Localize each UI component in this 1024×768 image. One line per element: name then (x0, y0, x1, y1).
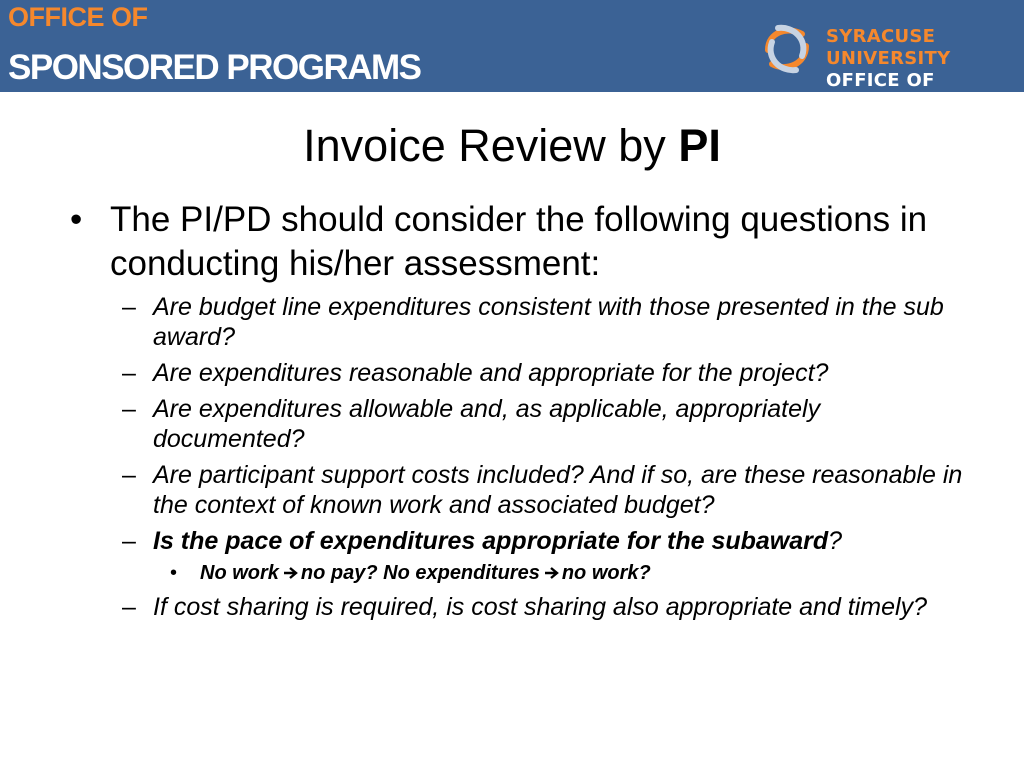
office-of-label: OFFICE OF (8, 2, 148, 32)
dash-icon: – (122, 461, 136, 489)
dash-icon: – (122, 293, 136, 321)
header-banner (0, 0, 1024, 113)
sub-item-pace (70, 526, 970, 556)
sub-item (70, 394, 970, 454)
nested-part-3: no work? (561, 562, 651, 584)
dash-icon: – (122, 395, 136, 423)
syracuse-university-logo-icon (758, 20, 816, 78)
sub-item-text: Are participant support costs included? And if so, are these reasonable in the context of known work and associated budget? (153, 461, 963, 519)
bullet-dot-icon: • (170, 562, 178, 584)
nested-bullet (70, 560, 970, 586)
sub-item (70, 292, 970, 352)
main-bullet-text: The PI/PD should consider the following questions in conducting his/her assessment: (110, 200, 928, 283)
slide-title (0, 120, 1024, 172)
right-arrow-icon (283, 566, 299, 580)
nested-part-1: No work (200, 562, 279, 584)
dash-icon: – (122, 359, 136, 387)
bullet-dot-icon: • (70, 200, 83, 239)
sponsored-programs-label: SPONSORED PROGRAMS (8, 48, 421, 87)
main-bullet (70, 198, 970, 286)
right-arrow-icon (544, 566, 560, 580)
title-bold: PI (678, 120, 721, 171)
logo-university-label: SYRACUSE UNIVERSITY (826, 26, 951, 69)
pace-question-mark: ? (828, 527, 843, 555)
dash-icon: – (122, 527, 136, 555)
sub-item-text: If cost sharing is required, is cost sharing also appropriate and timely? (153, 593, 927, 621)
sub-item-text: Are budget line expenditures consistent with those presented in the sub award? (153, 293, 944, 351)
pace-question-text: Is the pace of expenditures appropriate for the subaward (153, 527, 829, 555)
office-of-research-logo-text (826, 26, 1024, 114)
sub-item-text: Are expenditures allowable and, as applicable, appropriately documented? (153, 395, 821, 453)
dash-icon: – (122, 593, 136, 621)
slide-content (70, 198, 970, 622)
nested-part-2: no pay? No expenditures (300, 562, 540, 584)
sub-item (70, 358, 970, 388)
sub-item-text: Are expenditures reasonable and appropriate for the project? (153, 359, 829, 387)
sub-item (70, 592, 970, 622)
sub-item (70, 460, 970, 520)
title-regular: Invoice Review by (303, 120, 679, 171)
logo-research-label: OFFICE OF RESEARCH (826, 70, 936, 113)
